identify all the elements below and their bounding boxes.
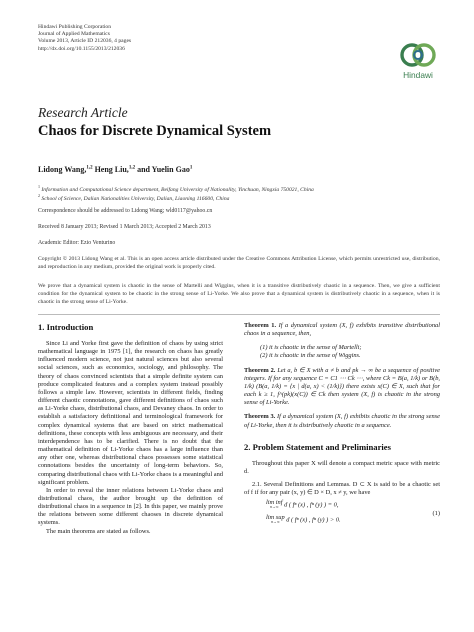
limit-subscript: n→∞ (270, 505, 279, 510)
equation-line-limsup (266, 515, 341, 525)
author-list (38, 165, 192, 174)
article-type: Research Article (38, 105, 128, 120)
theorem-label: Theorem 3. (244, 413, 276, 421)
theorem-2 (244, 367, 440, 408)
logo-brand-text: Hindawi (403, 70, 433, 80)
abstract: We prove that a dynamical system is chaotic in the sense of Martelli and Wiggins, when it is a transitive distributively chaotic in a sequence. Then, we give a sufficient condition for the dynamical system to be chaotic in the strong sense of Li-Yorke. We also prove that a dynamical system is distributively chaotic in a sequence, when it is chaotic in the strong sense of Li-Yorke. (38, 283, 440, 305)
affiliation-2 (38, 193, 229, 202)
author-affil-mark: 1,2 (86, 165, 93, 171)
intro-paragraph-2: In order to reveal the inner relations between Li-Yorke chaos and distributional chaos, the author brought up the definition of distributional chaos in a sequence in [2]. In this paper, we mainly prove the relations between some different chaoses in discrete dynamical systems. (38, 486, 223, 527)
equation-line-liminf (266, 500, 338, 510)
journal-name: Journal of Applied Mathematics (38, 31, 110, 38)
affil-text: Information and Computational Science department, Beifang University of Nationality, Yinchuan, Ningxia 750021, China (41, 186, 314, 193)
left-column (38, 322, 223, 536)
limit-operator: lim sup (266, 514, 285, 522)
copyright-notice: Copyright © 2013 Lidong Wang et al. This is an open access article distributed under the Creative Commons Attribution License, which permits unrestricted use, distribution, and reproduction in any medium, provided the original work is properly cited. (38, 256, 440, 270)
affiliation-1 (38, 184, 314, 193)
author-name[interactable]: Lidong Wang, (38, 165, 87, 174)
hindawi-rings-icon (398, 40, 438, 70)
right-column (244, 322, 440, 529)
limit-subscript: n→∞ (271, 520, 280, 525)
equation-body: d ( fⁿ (x) , fⁿ (y) ) > 0. (286, 516, 341, 524)
author-name[interactable]: and Yuelin Gao (137, 165, 190, 174)
equation-body: d ( fⁿ (x) , fⁿ (y) ) = 0, (284, 501, 339, 509)
publisher: Hindawi Publishing Corporation (38, 24, 112, 30)
section-heading-introduction: 1. Introduction (38, 322, 94, 332)
hindawi-logo (390, 40, 446, 84)
theorem-label: Theorem 1. (244, 322, 277, 329)
correspondence: Correspondence should be addressed to Lidong Wang; wld0117@yahoo.cn (38, 208, 213, 214)
theorem-1-item-1: (1) it is chaotic in the sense of Martelli; (260, 344, 362, 352)
article-title: Chaos for Discrete Dynamical System (38, 123, 272, 139)
author-name[interactable]: Heng Liu, (94, 165, 129, 174)
section-heading-problem-statement: 2. Problem Statement and Preliminaries (244, 441, 391, 452)
equation-number: (1) (432, 510, 440, 518)
theorem-1 (244, 322, 440, 338)
section2-paragraph-1: Throughout this paper X will denote a compact metric space with metric d. (244, 459, 440, 475)
theorem-1-item-2: (2) it is chaotic in the sense of Wiggins. (260, 352, 361, 360)
intro-paragraph-1: Since Li and Yorke first gave the definition of chaos by using strict mathematical language in 1975 [1], the research on chaos has greatly influenced modern science, not just natural sciences but also several social sciences, such as economics, sociology, and philosophy. The theory of chaos convinced scientists that a simple definite system can produce complicated features and a complex system instead possibly follows a simple law. However, scientists in different fields, finding different chaotic connotations, gave different definitions of chaos such as Li-Yorke chaos, distributional chaos, and Devaney chaos. In order to establish a satisfactory definitional and terminological framework for complex dynamical systems that are based on strict mathematical definitions, these concepts with less ambiguous are necessary, and their interdependence has to be clarified. There is no doubt that the mathematical definition of Li-Yorke chaos has a large influence than any other one, whereas distributional chaos possesses some statistical connotations besides the uncertainty of long-term behaviors. So, comparing distributional chaos with Li-Yorke chaos is a meaningful and significant problem. (38, 340, 223, 486)
volume-line: Volume 2013, Article ID 212036, 4 pages (38, 38, 132, 45)
theorem-3 (244, 413, 440, 429)
author-affil-mark: 1 (189, 165, 193, 171)
intro-paragraph-3: The main theorems are stated as follows. (46, 527, 151, 535)
author-affil-mark: 1,2 (128, 165, 136, 171)
affil-number: 2 (38, 193, 40, 198)
theorem-text: Let a, b ∈ X with a ≠ b and pk → ∞ be a sequence of positive integers. If for any sequence C = C1 ⋯ Ck ⋯, where Ck = B(a, 1/k) or B(b, 1/k) (B(a, 1/k) = {x | d(a, x) < (1/k)}) there exists x(C) ∈ X, such that for each k ≥ 1, f^(pk)(x(C)) ∈ Ck then system (X, f) is chaotic in the strong sense of Li-Yorke. (244, 366, 440, 407)
section2-paragraph-2: 2.1. Several Definitions and Lemmas. D ⊂ X is said to be a chaotic set of f if for any pair (x, y) ∈ D × D, x ≠ y, we have (244, 481, 440, 497)
theorem-text: If a dynamical system (X, f) exhibits chaotic in the strong sense of Li-Yorke, then it is distributively chaotic in a sequence. (244, 413, 440, 429)
doi-link[interactable]: http://dx.doi.org/10.1155/2013/212036 (38, 45, 125, 52)
journal-info (38, 24, 131, 53)
dates: Received 8 January 2013; Revised 1 March 2013; Accepted 2 March 2013 (38, 224, 211, 230)
academic-editor: Academic Editor: Ezio Venturino (38, 240, 116, 246)
header-divider (38, 314, 440, 315)
affil-text: School of Science, Dalian Nationalities University, Dalian, Liaoning 116600, China (41, 195, 230, 202)
theorem-label: Theorem 2. (244, 366, 276, 374)
equation-1 (244, 499, 440, 529)
theorem-text: If a dynamical system (X, f) exhibits transitive distributional chaos in a sequence, then, (244, 322, 440, 338)
affil-number: 1 (38, 184, 40, 189)
limit-operator: lim inf (266, 499, 283, 507)
